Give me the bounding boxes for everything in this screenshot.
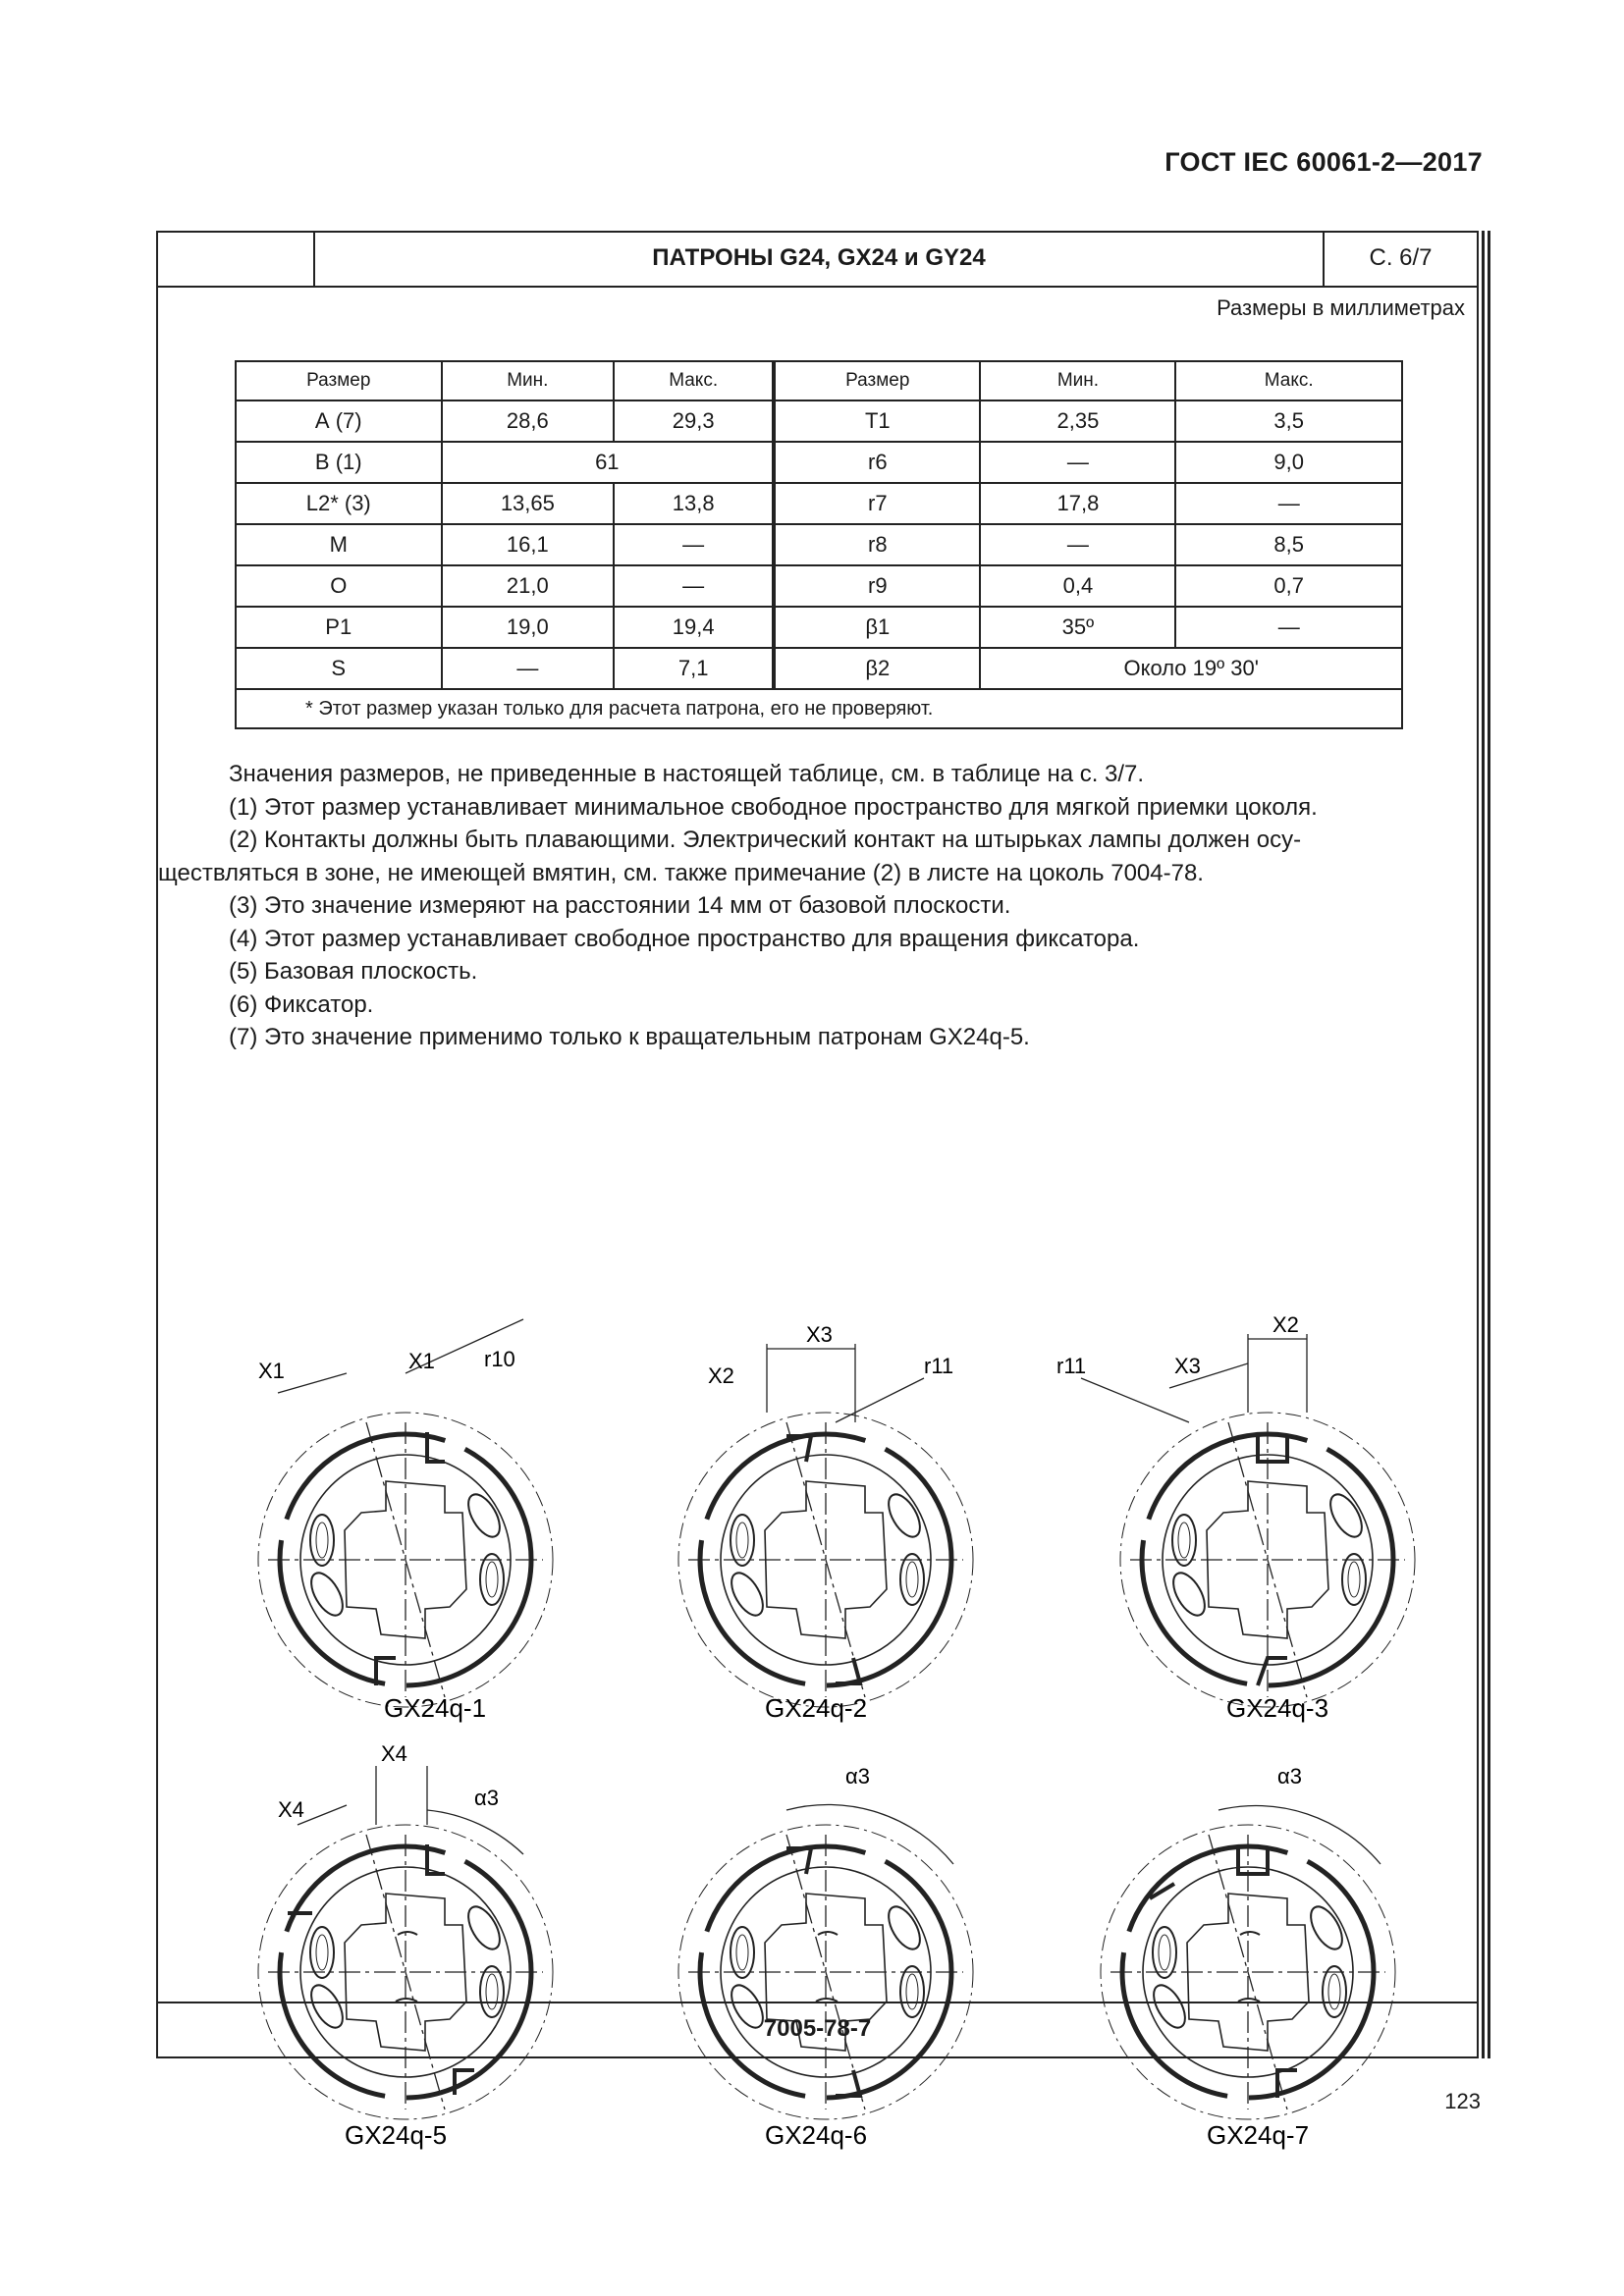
cell: А (7) [236,400,442,442]
sheet-page-ref: С. 6/7 [1369,244,1433,271]
cell: 7,1 [614,648,774,689]
note-line: (3) Это значение измеряют на расстоянии 14 мм от базовой плоскости. [229,892,1011,919]
table-row [236,648,1402,689]
table-row [236,565,1402,607]
cell: P1 [236,607,442,648]
cell: M [236,524,442,565]
dim-label: X2 [708,1363,734,1388]
dim-label: α3 [845,1764,870,1789]
cell: 19,0 [442,607,615,648]
dim-label: X3 [1174,1354,1201,1378]
cell: 28,6 [442,400,615,442]
cell: — [442,648,615,689]
cell: — [1175,483,1402,524]
cell: — [980,524,1175,565]
cell: r8 [774,524,980,565]
table-row [236,524,1402,565]
figure-caption: GX24q-3 [1225,1693,1329,1723]
dim-label: X4 [278,1797,304,1822]
note-line: (2) Контакты должны быть плавающими. Электрический контакт на штырьках лампы должен осу- [229,827,1302,853]
cell: r9 [774,565,980,607]
figure-caption: GX24q-5 [344,2120,448,2150]
cell: 13,65 [442,483,615,524]
dim-label: X3 [806,1322,833,1347]
table-footnote: * Этот размер указан только для расчета патрона, его не проверяют. [236,689,1402,728]
figure-gx24q-2 [678,1322,973,1723]
cell: 8,5 [1175,524,1402,565]
dim-label: X1 [408,1349,435,1373]
note-line: Значения размеров, не приведенные в настоящей таблице, см. в таблице на с. 3/7. [229,761,1145,787]
dim-label: α3 [474,1786,499,1810]
table-footnote-row [236,689,1402,728]
sheet-code: 7005-78-7 [158,2002,1477,2056]
col-header: Мин. [442,361,615,400]
cell: β2 [774,648,980,689]
note-line: ществляться в зоне, не имеющей вмятин, см. также примечание (2) в листе на цоколь 7004-78. [158,859,1204,886]
cell: 0,4 [980,565,1175,607]
units-note: Размеры в миллиметрах [1217,295,1465,320]
sheet-title-row [158,233,1477,288]
dim-label: r11 [924,1354,954,1378]
table-row [236,442,1402,483]
cell: S [236,648,442,689]
figure-gx24q-1 [258,1319,553,1723]
cell: β1 [774,607,980,648]
cell: — [614,565,774,607]
table-row [236,400,1402,442]
col-header: Макс. [1175,361,1402,400]
figure-gx24q-6 [678,1764,973,2150]
col-header: Размер [774,361,980,400]
note-line: (5) Базовая плоскость. [229,958,478,985]
figure-gx24q-3 [1056,1312,1415,1723]
cell: — [614,524,774,565]
figure-caption: GX24q-2 [764,1693,868,1723]
cell: B (1) [236,442,442,483]
cell: 17,8 [980,483,1175,524]
title-blank-cell [158,233,315,286]
dim-label: X4 [381,1741,407,1766]
figure-caption: GX24q-1 [383,1693,487,1723]
cell: — [980,442,1175,483]
page-number: 123 [1444,2089,1481,2113]
cell: Около 19º 30' [980,648,1402,689]
cell: 3,5 [1175,400,1402,442]
dim-label: r10 [484,1347,515,1371]
notes-block [158,758,1469,1054]
col-header: Макс. [614,361,774,400]
figure-gx24q-7 [1101,1764,1395,2150]
cell: 19,4 [614,607,774,648]
note-line: (1) Этот размер устанавливает минимальное свободное пространство для мягкой приемки цоколя. [229,793,1318,821]
cell: r7 [774,483,980,524]
cell: 2,35 [980,400,1175,442]
col-header: Мин. [980,361,1175,400]
standard-number: ГОСТ IEC 60061-2—2017 [1164,147,1483,177]
cell: 13,8 [614,483,774,524]
figure-caption: GX24q-6 [764,2120,868,2150]
cell: L2* (3) [236,483,442,524]
dim-label: r11 [1056,1354,1087,1378]
note-line: (4) Этот размер устанавливает свободное пространство для вращения фиксатора. [229,925,1140,952]
table-row [236,483,1402,524]
dim-label: X2 [1272,1312,1299,1337]
figure-caption: GX24q-7 [1206,2120,1310,2150]
cell: 0,7 [1175,565,1402,607]
cell: 21,0 [442,565,615,607]
frame-double-line [1488,231,1490,2058]
cell: r6 [774,442,980,483]
dim-label: X1 [258,1359,285,1383]
cell: O [236,565,442,607]
figure-gx24q-5 [258,1741,553,2150]
cell: 35º [980,607,1175,648]
cell: 61 [442,442,775,483]
cell: — [1175,607,1402,648]
cell: 29,3 [614,400,774,442]
col-header: Размер [236,361,442,400]
sheet-title: ПАТРОНЫ G24, GX24 и GY24 [315,233,1325,286]
cell: 16,1 [442,524,615,565]
note-line: (6) Фиксатор. [229,990,374,1018]
dimensions-table [235,360,1403,729]
cell: T1 [774,400,980,442]
table-row [236,607,1402,648]
table-header-row [236,361,1402,400]
note-line: (7) Это значение применимо только к вращательным патронам GX24q-5. [229,1024,1030,1050]
frame-double-line [1482,231,1485,2058]
drawing-sheet-frame [156,231,1479,2150]
cell: 9,0 [1175,442,1402,483]
dim-label: α3 [1277,1764,1302,1789]
